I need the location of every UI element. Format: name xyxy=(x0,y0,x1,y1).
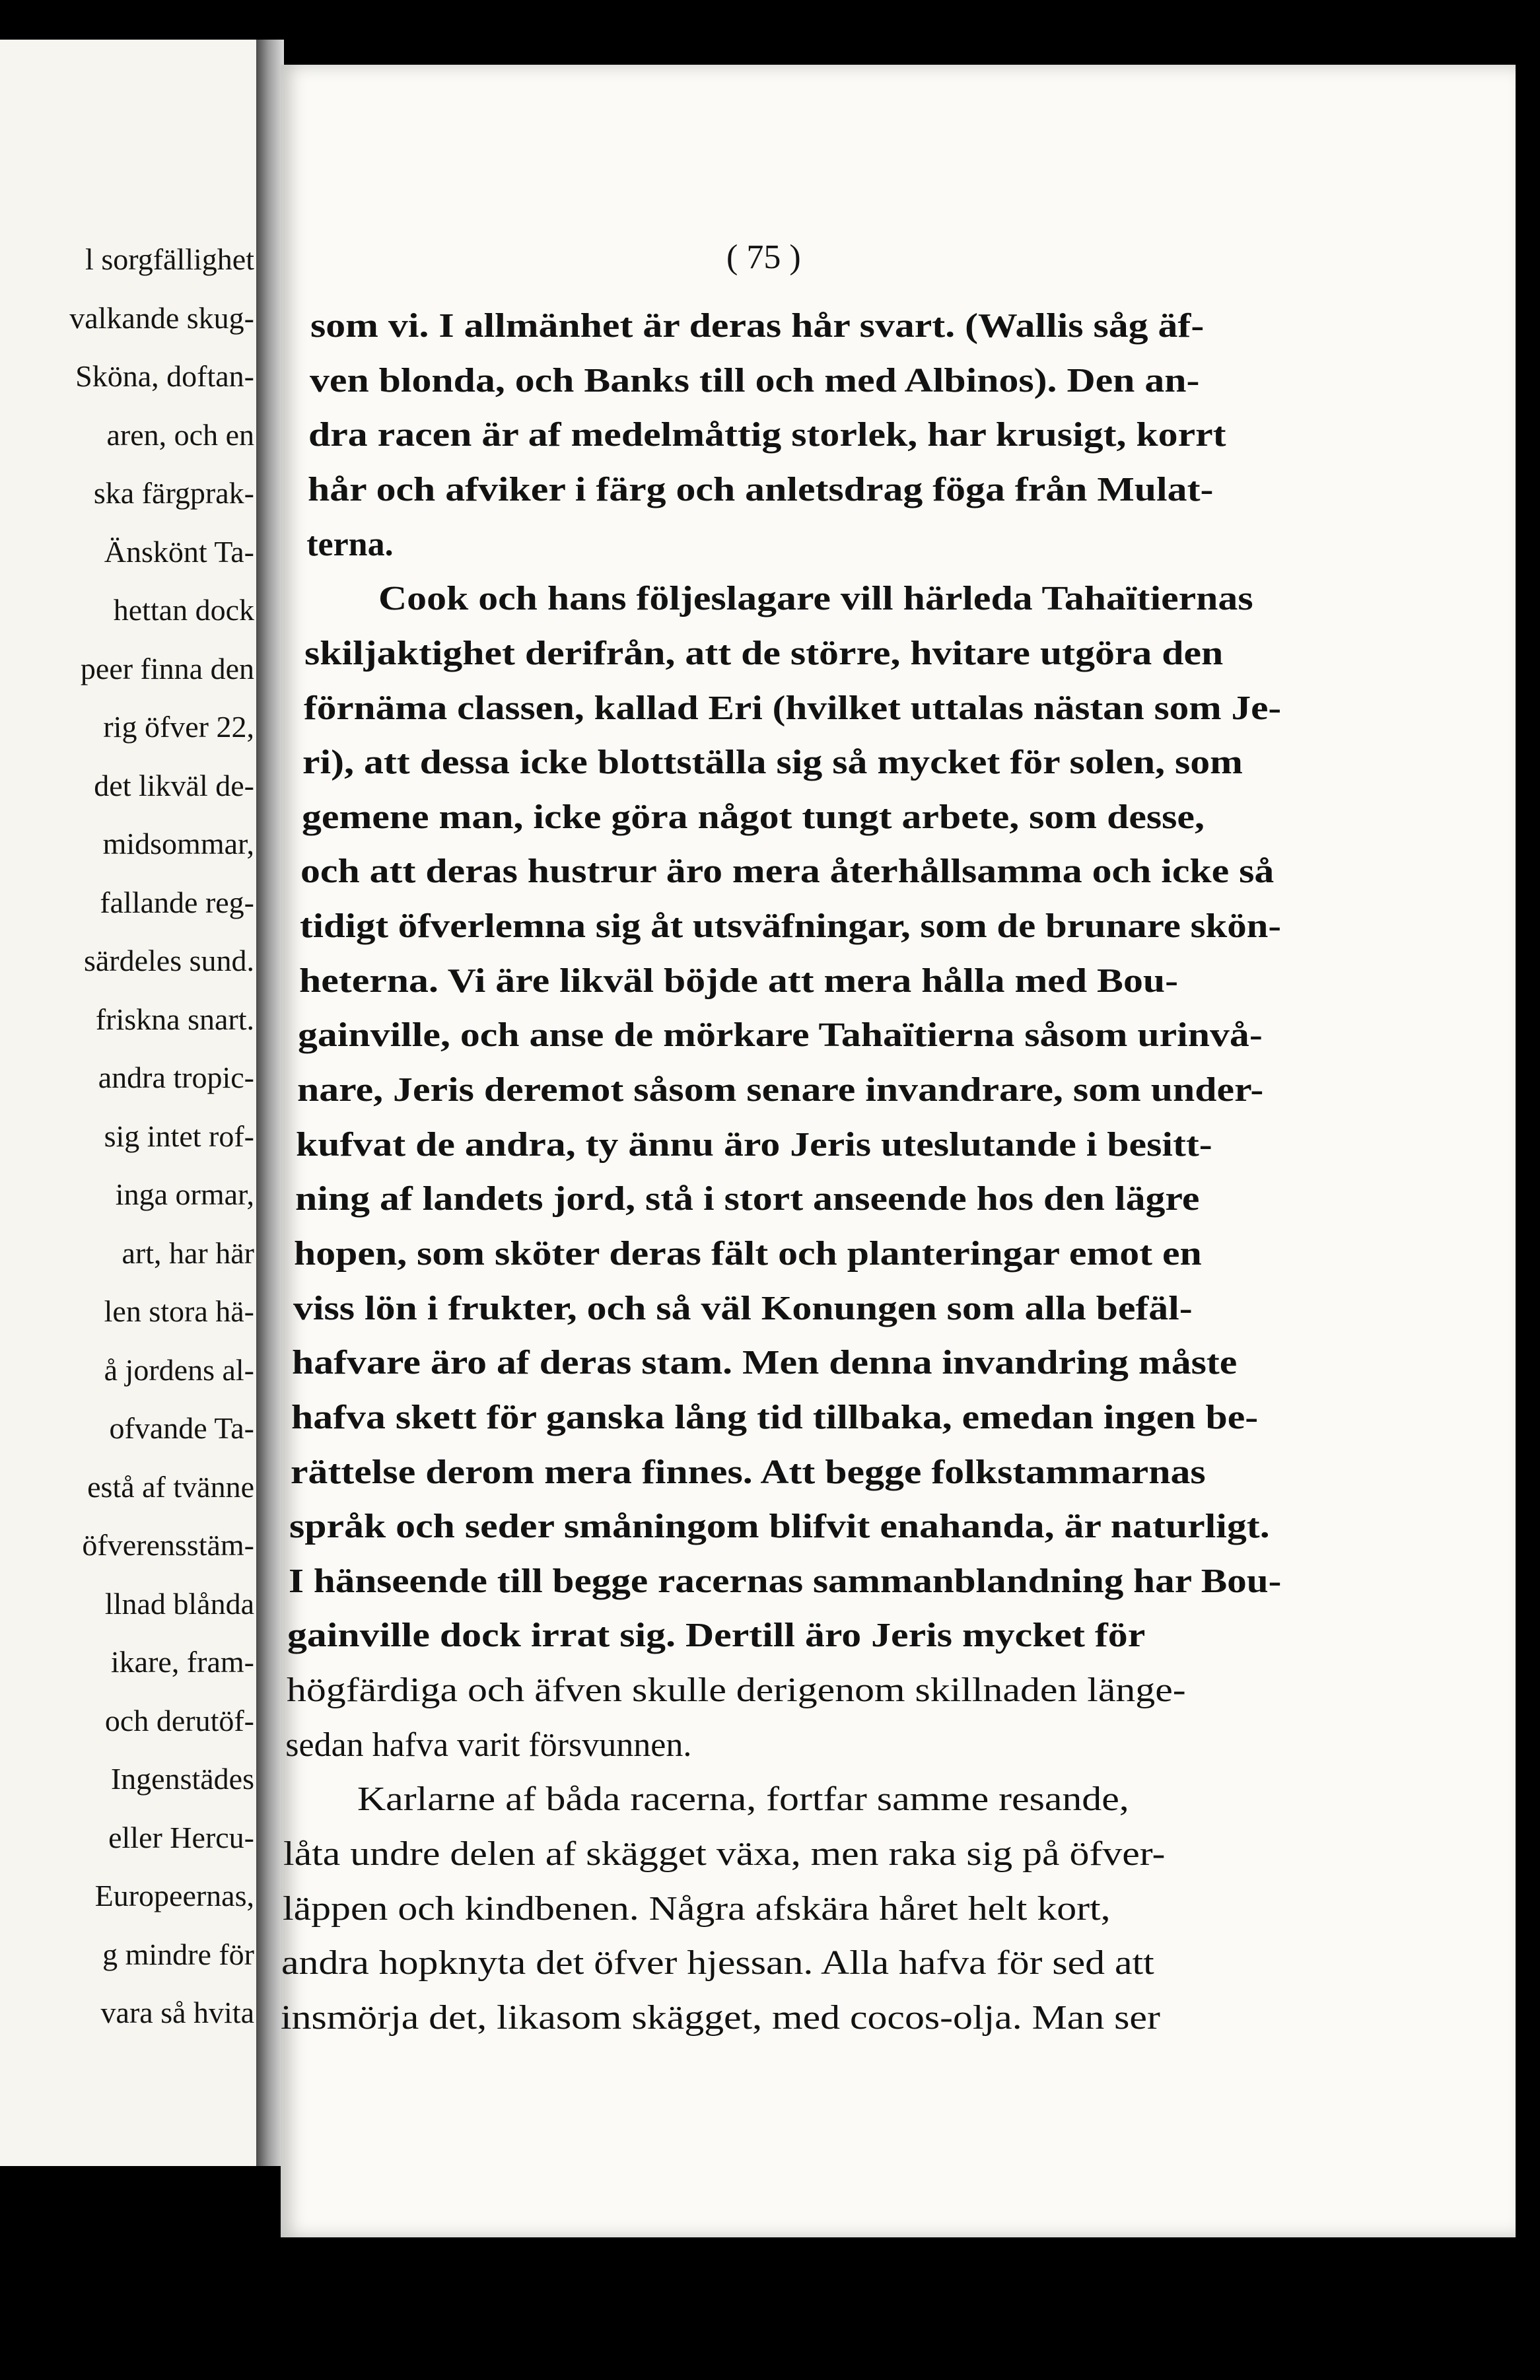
book-gutter xyxy=(256,40,284,2166)
left-page-line: l sorgfällighet xyxy=(85,242,254,276)
text-line: skiljaktighet derifrån, att de större, hvitare utgöra den xyxy=(304,634,1224,672)
text-line: språk och seder småningom blifvit enahanda, är naturligt. xyxy=(289,1508,1270,1546)
text-line: låta undre delen af skägget växa, men raka sig på öfver- xyxy=(283,1835,1166,1873)
left-page-line: ska färgprak- xyxy=(93,476,254,510)
text-line: hafvare äro af deras stam. Men denna invandring måste xyxy=(292,1344,1238,1382)
left-page-line: llnad blånda xyxy=(104,1586,254,1621)
left-page-line: fallande reg- xyxy=(100,885,254,919)
text-line: ven blonda, och Banks till och med Albinos). Den an- xyxy=(309,361,1200,400)
left-page-line: Europeernas, xyxy=(94,1879,254,1912)
text-line: gainville, och anse de mörkare Tahaïtierna såsom urinvå- xyxy=(298,1016,1263,1055)
left-page-line: aren, och en xyxy=(106,417,254,452)
text-line: hår och afviker i färg och anletsdrag föga från Mulat- xyxy=(307,470,1214,508)
left-page-line: ikare, fram- xyxy=(110,1645,254,1679)
left-page-line: hettan dock xyxy=(113,593,254,627)
left-page-line: öfverensstäm- xyxy=(82,1528,254,1562)
text-line: rättelse derom mera finnes. Att begge folkstammarnas xyxy=(290,1453,1206,1491)
left-page-line: särdeles sund. xyxy=(83,944,254,977)
left-page-line: andra tropic- xyxy=(98,1061,254,1094)
left-page-line: art, har här xyxy=(122,1236,254,1270)
left-page-line: vara så hvita xyxy=(100,1996,254,2029)
left-page-fragment xyxy=(0,40,261,2166)
text-line: högfärdiga och äfven skulle derigenom skillnaden länge- xyxy=(286,1671,1186,1710)
text-line: nare, Jeris deremot såsom senare invandrare, som under- xyxy=(297,1071,1263,1109)
left-page-line: inga ormar, xyxy=(115,1177,254,1211)
left-page-line: Änskönt Ta- xyxy=(104,534,254,569)
text-line: hafva skett för ganska lång tid tillbaka, emedan ingen be- xyxy=(291,1398,1259,1436)
left-page-line: eller Hercu- xyxy=(108,1820,254,1854)
text-line: insmörja det, likasom skägget, med cocos-olja. Man ser xyxy=(281,1999,1160,2037)
left-page-line: och derutöf- xyxy=(104,1703,254,1737)
left-page-line: peer finna den xyxy=(80,651,254,685)
left-page-line: valkande skug- xyxy=(69,300,254,335)
left-page-line: sig intet rof- xyxy=(104,1119,254,1153)
left-page-line: midsommar, xyxy=(102,827,254,860)
text-line: läppen och kindbenen. Några afskära håret helt kort, xyxy=(282,1889,1111,1928)
left-page-line: det likväl de- xyxy=(94,768,254,802)
left-page-line: rig öfver 22, xyxy=(103,710,254,744)
text-line: andra hopknyta det öfver hjessan. Alla hafva för sed att xyxy=(281,1944,1155,1982)
text-line: dra racen är af medelmåttig storlek, har krusigt, korrt xyxy=(308,416,1226,454)
text-line: sedan hafva varit försvunnen. xyxy=(285,1726,692,1764)
text-line: kufvat de andra, ty ännu äro Jeris uteslutande i besitt- xyxy=(296,1125,1212,1164)
text-line: viss lön i frukter, och så väl Konungen som alla befäl- xyxy=(293,1289,1193,1327)
left-page-line: g mindre för xyxy=(102,1937,254,1971)
left-page-line: len stora hä- xyxy=(104,1294,254,1328)
left-page-line: Ingenstädes xyxy=(110,1762,254,1796)
text-line: tidigt öfverlemna sig åt utsväfningar, som de brunare skön- xyxy=(300,907,1281,946)
text-line: ri), att dessa icke blottställa sig så mycket för solen, som xyxy=(302,744,1243,782)
text-line: förnäma classen, kallad Eri (hvilket uttalas nästan som Je- xyxy=(303,689,1281,727)
left-page-line: friskna snart. xyxy=(95,1002,254,1036)
left-page-line: estå af tvänne xyxy=(87,1469,254,1504)
text-line: gainville dock irrat sig. Dertill äro Jeris mycket för xyxy=(287,1617,1146,1655)
text-line: Cook och hans följeslagare vill härleda Tahaïtiernas xyxy=(378,580,1253,618)
text-line: gemene man, icke göra något tungt arbete, som desse, xyxy=(301,798,1205,836)
text-line: heterna. Vi äre likväl böjde att mera hålla med Bou- xyxy=(298,962,1178,1000)
text-line: ning af landets jord, stå i stort anseende hos den lägre xyxy=(295,1180,1200,1218)
text-line: och att deras hustrur äro mera återhållsamma och icke så xyxy=(300,853,1275,891)
text-line: Karlarne af båda racerna, fortfar samme resande, xyxy=(357,1780,1129,1819)
text-line: terna. xyxy=(306,525,394,563)
left-page-line: ofvande Ta- xyxy=(109,1411,254,1445)
text-line: hopen, som sköter deras fält och planteringar emot en xyxy=(294,1234,1203,1273)
text-line: I hänseende till begge racernas sammanblandning har Bou- xyxy=(288,1562,1281,1600)
page-number: ( 75 ) xyxy=(726,238,801,276)
left-page-line: å jordens al- xyxy=(104,1352,254,1387)
text-line: som vi. I allmänhet är deras hår svart. (Wallis såg äf- xyxy=(310,307,1205,345)
left-page-line: Sköna, doftan- xyxy=(75,359,254,393)
